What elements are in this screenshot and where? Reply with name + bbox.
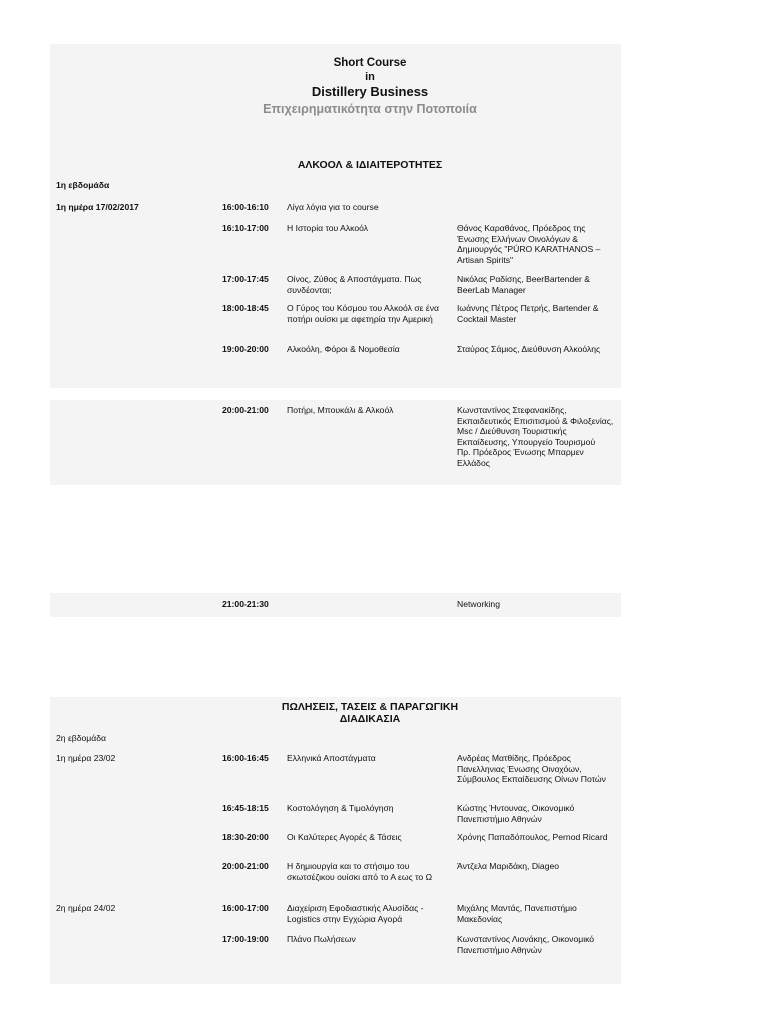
session-speaker: Networking [457, 599, 500, 609]
section-title: ΠΩΛΗΣΕΙΣ, ΤΑΣΕΙΣ & ΠΑΡΑΓΩΓΙΚΗ ΔΙΑΔΙΚΑΣΙΑ [281, 701, 459, 725]
session-time: 20:00-21:00 [222, 405, 269, 415]
session-speaker: Κωνσταντίνος Λιονάκης, Οικονομικό Πανεπιστήμιο Αθηνών [457, 934, 595, 955]
session-time: 17:00-17:45 [222, 274, 269, 284]
session-topic: Η δημιουργία και το στήσιμο του σκωτσέζικου ουίσκι από το Α εως το Ω [287, 861, 432, 882]
session-topic: Αλκοόλη, Φόροι & Νομοθεσία [287, 344, 400, 354]
day-label: 2η ημέρα 24/02 [56, 903, 116, 913]
session-speaker: Κώστης Ήντουνας, Οικονομικό Πανεπιστήμιο Αθηνών [457, 803, 575, 824]
session-speaker: Θάνος Καραθάνος, Πρόεδρος της Ένωσης Ελλήνων Οινολόγων & Δημιουργός "PÚRO KARATHANOS – Artisan Spirits" [457, 223, 601, 265]
session-speaker: Μιχάλης Μαντάς, Πανεπιστήμιο Μακεδονίας [457, 903, 577, 924]
day-label: 1η ημέρα 23/02 [56, 753, 116, 763]
session-topic: Η Ιστορία του Αλκοόλ [287, 223, 369, 233]
session-speaker: Χρόνης Παπαδόπουλος, Pernod Ricard [457, 832, 608, 842]
divider [50, 388, 621, 400]
course-subtitle: Επιχειρηματικότητα στην Ποτοποιία [263, 102, 477, 116]
session-time: 16:45-18:15 [222, 803, 269, 813]
session-speaker: Νικόλας Ραδίσης, BeerBartender & BeerLab Manager [457, 274, 590, 295]
session-speaker: Ιωάννης Πέτρος Πετρής, Bartender & Cocktail Master [457, 303, 599, 324]
session-topic: Κοστολόγηση & Τιμολόγηση [287, 803, 394, 813]
session-time: 16:00-16:10 [222, 202, 269, 212]
session-topic: Οι Καλύτερες Αγορές & Τάσεις [287, 832, 402, 842]
session-time: 18:00-18:45 [222, 303, 269, 313]
session-topic: Ο Γύρος του Κόσμου του Αλκοόλ σε ένα ποτήρι ουίσκι με αφετηρία την Αμερική [287, 303, 439, 324]
blank-space [50, 485, 621, 593]
course-title: Short Course [333, 57, 407, 69]
week-label: 1η εβδομάδα [56, 180, 110, 190]
session-speaker: Ανδρέας Ματθίδης, Πρόεδρος Πανελληνιας Ένωσης Οινοχόων, Σύμβουλος Εκπαίδευσης Οίνων Ποτών [457, 753, 606, 785]
session-time: 21:00-21:30 [222, 599, 269, 609]
day-label: 1η ημέρα 17/02/2017 [56, 202, 139, 212]
section-title: ΑΛΚΟΟΛ & ΙΔΙΑΙΤΕΡΟΤΗΤΕΣ [297, 159, 443, 171]
session-topic: Λίγα λόγια για το course [287, 202, 379, 212]
course-title-in: in [365, 71, 375, 83]
session-time: 19:00-20:00 [222, 344, 269, 354]
session-time: 17:00-19:00 [222, 934, 269, 944]
session-time: 16:10-17:00 [222, 223, 269, 233]
session-topic: Οίνος, Ζύθος & Αποστάγματα. Πως συνδέονται; [287, 274, 422, 295]
session-speaker: Κωνσταντίνος Στεφανακίδης, Εκπαιδευτικός Επισιτισμού & Φιλοξενίας, Msc / Διεύθυνση Τουριστικής Εκπαίδευσης, Υπουργείο Τουρισμού Πρ. Πρόεδρος Ένωσης Μπαρμεν Ελλάδος [457, 405, 614, 468]
session-time: 16:00-17:00 [222, 903, 269, 913]
session-topic: Διαχείριση Εφοδιαστικής Αλυσίδας - Logistics στην Εγχώρια Αγορά [287, 903, 424, 924]
session-topic: Ποτήρι, Μπουκάλι & Αλκοόλ [287, 405, 394, 415]
blank-space [50, 617, 621, 697]
session-time: 16:00-16:45 [222, 753, 269, 763]
session-time: 18:30-20:00 [222, 832, 269, 842]
session-speaker: Σταύρος Σάμιος, Διεύθυνση Αλκοόλης [457, 344, 601, 354]
session-speaker: Άντζελα Μαριδάκη, Diageo [457, 861, 560, 871]
session-topic: Ελληνικά Αποστάγματα [287, 753, 376, 763]
session-topic: Πλάνο Πωλήσεων [287, 934, 356, 944]
session-time: 20:00-21:00 [222, 861, 269, 871]
week-label: 2η εβδομάδα [56, 733, 106, 743]
course-title-main: Distillery Business [311, 84, 429, 99]
